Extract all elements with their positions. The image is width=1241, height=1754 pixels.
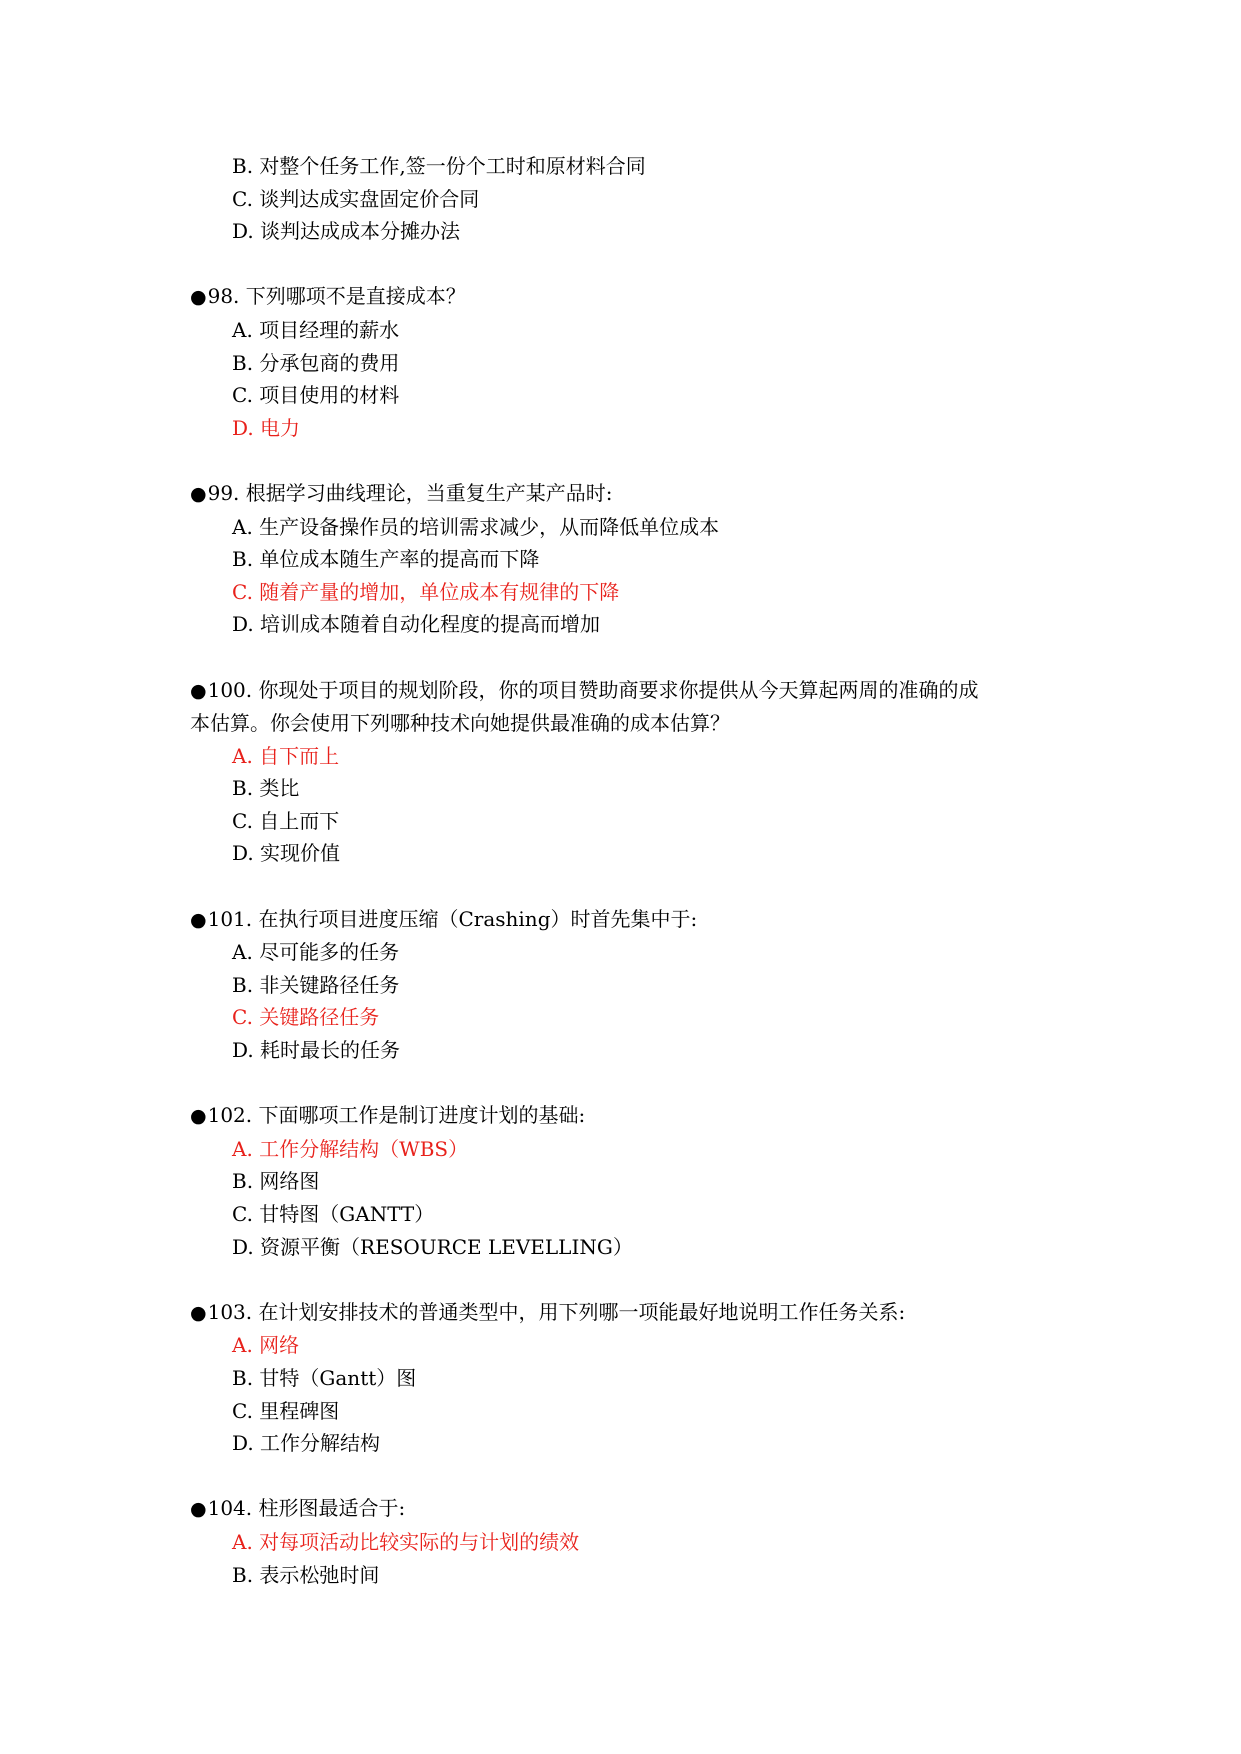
option-item: B. 甘特（Gantt）图 <box>232 1365 417 1390</box>
option-item: A. 项目经理的薪水 <box>232 317 400 342</box>
option-item: A. 尽可能多的任务 <box>232 940 400 965</box>
option-item-correct: A. 自下而上 <box>232 743 340 768</box>
option-item: B. 类比 <box>232 776 300 801</box>
previous-question-continuation <box>190 150 1070 248</box>
bullet-icon: ● <box>190 1301 207 1324</box>
question-block <box>190 1099 1070 1263</box>
question-stem <box>190 280 1070 314</box>
option-item: C. 自上而下 <box>232 808 340 833</box>
option-item: B. 单位成本随生产率的提高而下降 <box>232 547 540 572</box>
option-item: D. 实现价值 <box>232 841 341 866</box>
bullet-icon: ● <box>190 1498 207 1521</box>
question-block <box>190 477 1070 641</box>
option-item: C. 谈判达成实盘固定价合同 <box>232 186 480 211</box>
question-stem <box>190 1296 1070 1330</box>
question-stem <box>190 1492 1070 1526</box>
option-item-correct: D. 电力 <box>232 415 301 440</box>
option-item: D. 工作分解结构 <box>232 1431 381 1456</box>
bullet-icon: ● <box>190 908 207 931</box>
question-block <box>190 1492 1070 1591</box>
bullet-icon: ● <box>190 482 207 505</box>
question-stem <box>190 1099 1070 1133</box>
option-item-correct: C. 随着产量的增加，单位成本有规律的下降 <box>232 579 620 604</box>
option-item: A. 生产设备操作员的培训需求减少，从而降低单位成本 <box>232 514 720 539</box>
option-item: D. 资源平衡（RESOURCE LEVELLING） <box>232 1234 633 1259</box>
option-item: C. 项目使用的材料 <box>232 383 400 408</box>
question-block <box>190 1296 1070 1460</box>
option-item: D. 培训成本随着自动化程度的提高而增加 <box>232 612 601 637</box>
question-block <box>190 674 1070 871</box>
question-text: 101. 在执行项目进度压缩（Crashing）时首先集中于: <box>207 906 698 931</box>
question-text: 104. 柱形图最适合于: <box>207 1496 406 1521</box>
question-text: 102. 下面哪项工作是制订进度计划的基础: <box>207 1103 586 1128</box>
question-block <box>190 280 1070 444</box>
option-item: B. 非关键路径任务 <box>232 972 400 997</box>
question-text: 100. 你现处于项目的规划阶段，你的项目赞助商要求你提供从今天算起两周的准确的成 <box>207 677 979 702</box>
question-stem <box>190 477 1070 511</box>
question-block <box>190 903 1070 1067</box>
option-item: C. 甘特图（GANTT） <box>232 1202 435 1226</box>
option-item: D. 谈判达成成本分摊办法 <box>232 219 461 244</box>
option-item: D. 耗时最长的任务 <box>232 1038 401 1063</box>
option-item: B. 表示松弛时间 <box>232 1562 380 1587</box>
question-list <box>190 150 1070 1591</box>
question-text: 99. 根据学习曲线理论，当重复生产某产品时: <box>207 480 613 505</box>
option-item: C. 里程碑图 <box>232 1398 340 1423</box>
option-item-correct: A. 网络 <box>232 1333 300 1358</box>
option-item: B. 网络图 <box>232 1169 320 1194</box>
question-stem <box>190 903 1070 937</box>
option-item-correct: C. 关键路径任务 <box>232 1005 380 1030</box>
question-text: 103. 在计划安排技术的普通类型中，用下列哪一项能最好地说明工作任务关系: <box>207 1299 906 1324</box>
question-stem <box>190 674 1070 708</box>
option-item-correct: A. 对每项活动比较实际的与计划的绩效 <box>232 1529 580 1554</box>
bullet-icon: ● <box>190 286 207 309</box>
option-item: B. 分承包商的费用 <box>232 350 400 375</box>
option-item-correct: A. 工作分解结构（WBS） <box>232 1136 469 1161</box>
bullet-icon: ● <box>190 1105 207 1128</box>
question-text-continued: 本估算。你会使用下列哪种技术向她提供最准确的成本估算？ <box>190 711 730 736</box>
bullet-icon: ● <box>190 679 207 702</box>
question-text: 98. 下列哪项不是直接成本？ <box>207 284 466 309</box>
option-item: B. 对整个任务工作,签一份个工时和原材料合同 <box>232 154 646 178</box>
